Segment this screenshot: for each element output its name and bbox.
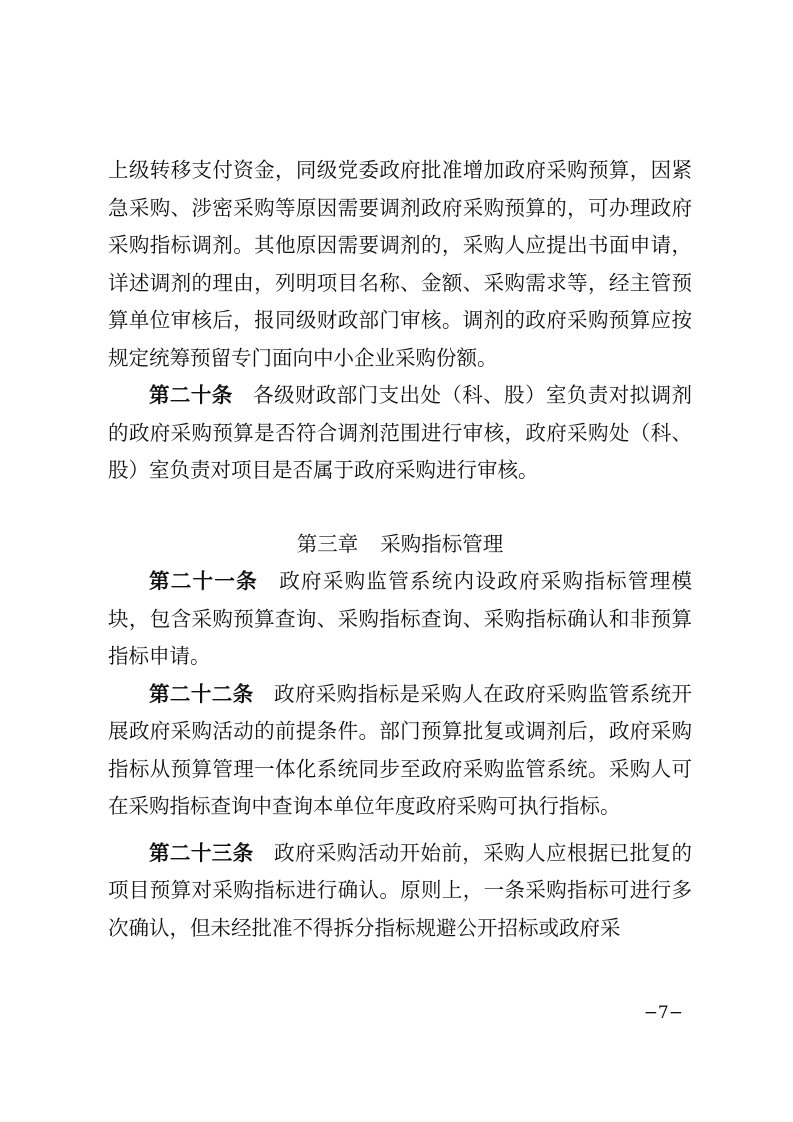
article-21-label: 第二十一条: [149, 569, 258, 593]
chapter-title: 采购指标管理: [380, 531, 504, 556]
article-23-label: 第二十三条: [149, 840, 254, 865]
article-23-text: 政府采购活动开始前，采购人应根据已批复的项目预算对采购指标进行确认。原则上，一条采购指标可进行多次确认，但未经批准不得拆分指标规避公开招标或政府采: [108, 840, 693, 940]
article-21: [108, 563, 692, 676]
article-22-text: 政府采购指标是采购人在政府采购监管系统开展政府采购活动的前提条件。部门预算批复或调剂后，政府采购指标从预算管理一体化系统同步至政府采购监管系统。采购人可在采购指标查询中查询本单位年度政府采购可执行指标。: [108, 681, 693, 818]
article-20-label: 第二十条: [149, 383, 233, 407]
article-20-text: 各级财政部门支出处（科、股）室负责对拟调剂的政府采购预算是否符合调剂范围进行审核，政府采购处（科、股）室负责对项目是否属于政府采购进行审核。: [108, 383, 693, 482]
article-21-text: 政府采购监管系统内设政府采购指标管理模块，包含采购预算查询、采购指标查询、采购指标确认和非预算指标申请。: [108, 569, 693, 668]
article-22: [108, 676, 692, 826]
page-number: −7−: [643, 1003, 683, 1023]
article-23: [108, 835, 692, 948]
article-20: [108, 377, 692, 490]
chapter-heading: [108, 526, 692, 564]
document-body: [108, 152, 692, 947]
chapter-number: 第三章: [296, 531, 359, 556]
article-22-label: 第二十二条: [149, 681, 254, 706]
paragraph-continuation: 上级转移支付资金，同级党委政府批准增加政府采购预算，因紧急采购、涉密采购等原因需要调剂政府采购预算的，可办理政府采购指标调剂。其他原因需要调剂的，采购人应提出书面申请，详述调剂的理由，列明项目名称、金额、采购需求等，经主管预算单位审核后，报同级财政部门审核。调剂的政府采购预算应按规定统筹预留专门面向中小企业采购份额。: [108, 158, 692, 370]
